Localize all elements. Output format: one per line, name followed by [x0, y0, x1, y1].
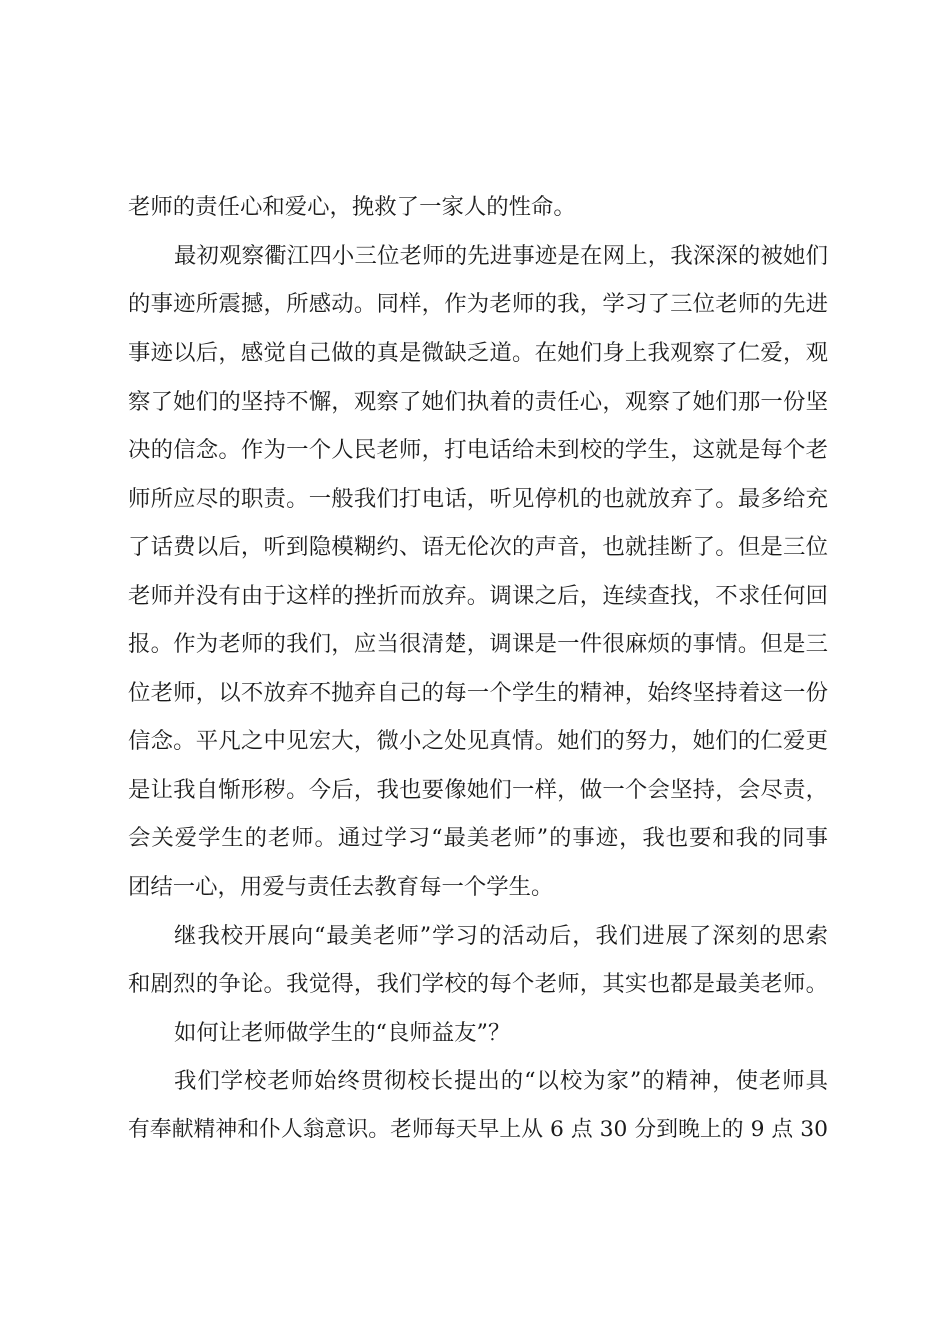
text-line: 报。作为老师的我们，应当很清楚，调课是一件很麻烦的事情。但是三	[128, 631, 828, 657]
text-line: 老师的责任心和爱心，挽救了一家人的性命。	[128, 194, 576, 220]
text-line: 会关爱学生的老师。通过学习“最美老师”的事迹，我也要和我的同事	[128, 825, 828, 851]
text-line: 最初观察衢江四小三位老师的先进事迹是在网上，我深深的被她们	[174, 243, 828, 269]
text-line: 团结一心，用爱与责任去教育每一个学生。	[128, 874, 554, 900]
text-line: 事迹以后，感觉自己做的真是微缺乏道。在她们身上我观察了仁爱，观	[128, 340, 828, 366]
text-line: 位老师，以不放弃不抛弃自己的每一个学生的精神，始终坚持着这一份	[128, 680, 828, 706]
text-line: 师所应尽的职责。一般我们打电话，听见停机的也就放弃了。最多给充	[128, 486, 828, 512]
text-line: 决的信念。作为一个人民老师，打电话给未到校的学生，这就是每个老	[128, 437, 828, 463]
text-line: 察了她们的坚持不懈，观察了她们执着的责任心，观察了她们那一份坚	[128, 389, 828, 415]
text-line: 继我校开展向“最美老师”学习的活动后，我们进展了深刻的思索	[174, 923, 828, 949]
text-line: 我们学校老师始终贯彻校长提出的“以校为家”的精神，使老师具	[174, 1068, 828, 1094]
text-line: 和剧烈的争论。我觉得，我们学校的每个老师，其实也都是最美老师。	[128, 971, 828, 997]
text-line: 信念。平凡之中见宏大，微小之处见真情。她们的努力，她们的仁爱更	[128, 728, 828, 754]
text-line: 的事迹所震撼，所感动。同样，作为老师的我，学习了三位老师的先进	[128, 291, 828, 317]
text-line: 如何让老师做学生的“良师益友”？	[174, 1020, 511, 1046]
text-line: 有奉献精神和仆人翁意识。老师每天早上从 6 点 30 分到晚上的 9 点 30	[128, 1117, 828, 1142]
text-line: 了话费以后，听到隐模糊约、语无伦次的声音，也就挂断了。但是三位	[128, 534, 828, 560]
text-line: 老师并没有由于这样的挫折而放弃。调课之后，连续查找，不求任何回	[128, 583, 828, 609]
text-line: 是让我自惭形秽。今后，我也要像她们一样，做一个会坚持，会尽责，	[128, 777, 828, 803]
